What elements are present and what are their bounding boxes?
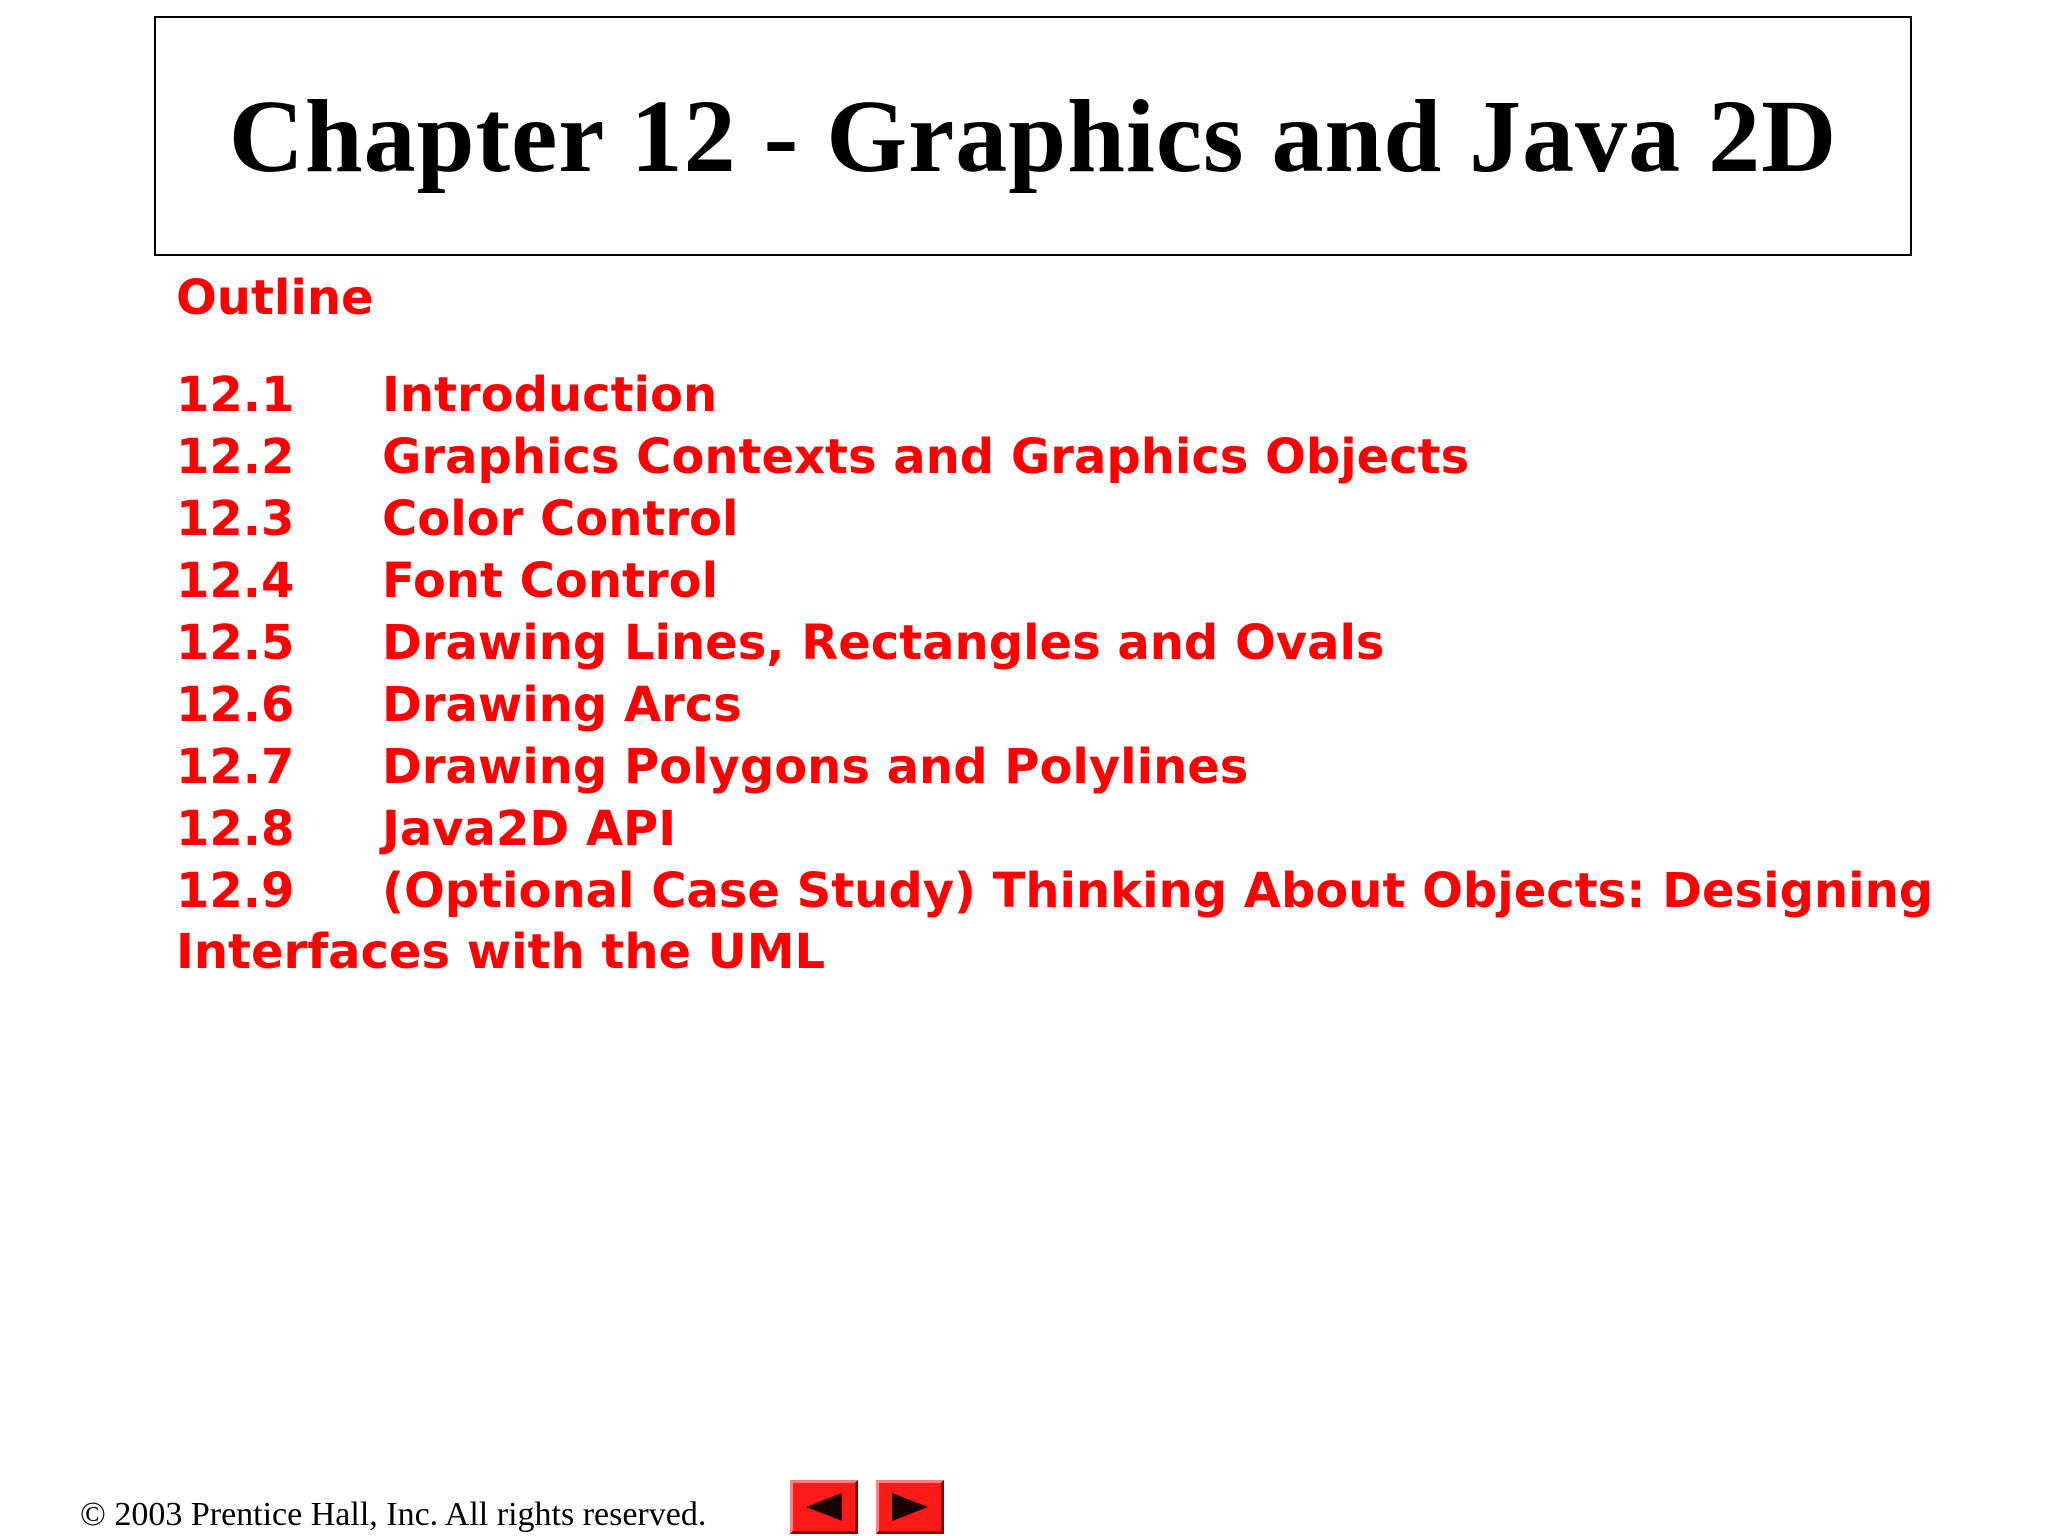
outline-item-number: 12.1	[176, 367, 295, 423]
outline-item-title: Drawing Arcs	[382, 677, 742, 733]
triangle-left-icon	[802, 1490, 846, 1524]
outline-item-title: Drawing Lines, Rectangles and Ovals	[382, 615, 1385, 671]
outline-item	[176, 736, 1916, 798]
next-slide-button[interactable]	[876, 1480, 944, 1534]
outline-item	[176, 550, 1916, 612]
outline-item-continuation: Interfaces with the UML	[176, 924, 826, 980]
outline-item-number: 12.8	[176, 801, 295, 857]
slide-title: Chapter 12 - Graphics and Java 2D	[228, 78, 1838, 194]
outline-item-number: 12.3	[176, 491, 295, 547]
triangle-right-icon	[888, 1490, 932, 1524]
outline-item	[176, 798, 1916, 860]
outline-item-title: Introduction	[382, 367, 718, 423]
outline-item-number: 12.4	[176, 553, 295, 609]
outline-item-title: Font Control	[382, 553, 719, 609]
outline-item-number: 12.5	[176, 615, 295, 671]
outline-item-title: Drawing Polygons and Polylines	[382, 739, 1249, 795]
outline-item	[176, 426, 1916, 488]
title-box	[154, 16, 1912, 256]
copyright-notice: © 2003 Prentice Hall, Inc. All rights reserved.	[80, 1496, 707, 1533]
outline-heading: Outline	[176, 270, 374, 326]
previous-slide-button[interactable]	[790, 1480, 858, 1534]
outline-item	[176, 364, 1916, 426]
outline-item	[176, 488, 1916, 550]
outline-item	[176, 612, 1916, 674]
outline-item-title: Color Control	[382, 491, 739, 547]
outline-item-number: 12.2	[176, 429, 295, 485]
outline-item-number: 12.7	[176, 739, 295, 795]
outline-item-number: 12.9	[176, 863, 295, 919]
outline-item	[176, 860, 1934, 922]
outline-item-title: Java2D API	[382, 801, 677, 857]
outline-item-title: Graphics Contexts and Graphics Objects	[382, 429, 1470, 485]
outline-item-number: 12.6	[176, 677, 295, 733]
outline-item-title: (Optional Case Study) Thinking About Objects: Designing	[382, 863, 1934, 919]
outline-item	[176, 674, 1916, 736]
outline-list	[176, 364, 1934, 922]
